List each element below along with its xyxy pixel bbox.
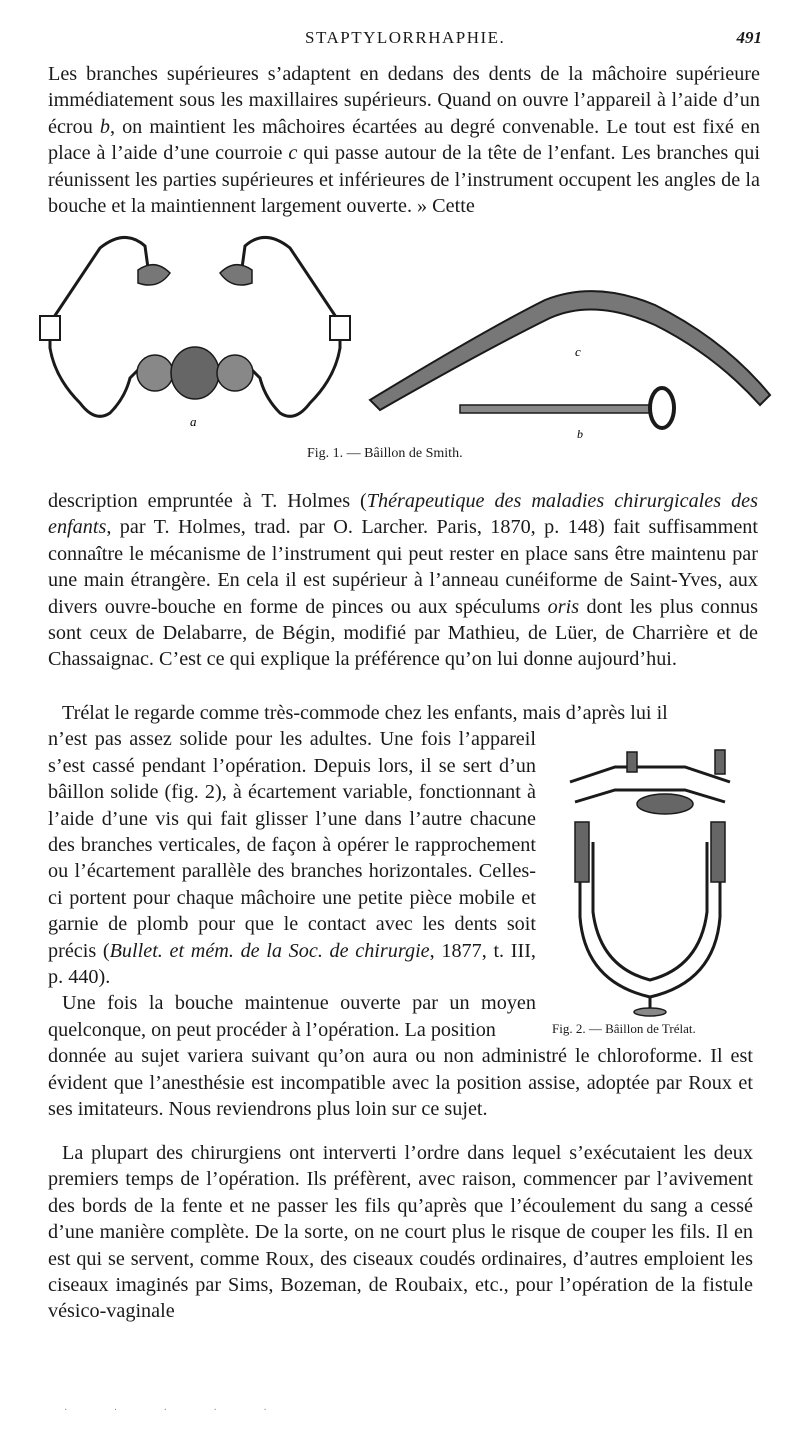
figure1-label-b: b [577, 427, 583, 440]
para3-text-1: n’est pas assez solide pour les adultes. Une fois l’appareil s’est cassé pendant l’opération. Depuis lors, il se sert d’un bâillon solide (fig. 2), à écartement variable, fonctionnant à l’aide d’une vis qui fait glisser l’une dans l’autre chacune des branches verticales, de façon à opérer le rapprochement ou l’écartement parallèle des branches horizontales. Celles-ci portent pour chaque mâchoire une petite pièce mobile et garnie de plomb pour que le contact avec les dents soit précis ( [48, 728, 536, 962]
para1-letter-c: c [288, 142, 298, 165]
running-title: STAPTYLORRHAPHIE. [305, 28, 506, 47]
para1-text-2: , on maintient les mâchoires écartées au degré convenable. Le tout est fixé en place à l’aide d’une courroie [48, 115, 760, 165]
para2-text-1: description empruntée à T. Holmes ( [48, 490, 367, 512]
figure1-caption: Fig. 1. — Bâillon de Smith. [307, 446, 463, 461]
para2-oris: oris [547, 595, 580, 618]
para2-book-title: Thérapeutique des maladies chirurgicales des enfants [48, 490, 758, 539]
smith-gag-frame-illustration [30, 228, 360, 433]
running-header [0, 28, 800, 52]
paragraph-2 [48, 488, 758, 673]
para1-text-3: qui passe autour de la tête de l’enfant. Les branches qui réunissent les parties supérieures et inférieures de l’instrument occupent les angles de la bouche et la maintiennent largement ouverte. » Cette [48, 142, 760, 218]
para2-text-3: dont les plus connus sont ceux de Delabarre, de Bégin, modifié par Mathieu, de Lüer, de Charrière et de Chassaignac. C’est ce qui explique la préférence qu’on lui donne aujourd’hui. [48, 595, 758, 671]
trelat-gag-illustration [555, 742, 745, 1017]
para3-text-2: , 1877, t. III, p. 440). [48, 939, 536, 989]
figure2-caption: Fig. 2. — Bâillon de Trélat. [552, 1021, 696, 1036]
bleed-through-marks: · · · · · [64, 1405, 289, 1416]
para5-text: La plupart des chirurgiens ont interverti l’ordre dans lequel s’exécutaient les deux premiers temps de l’opération. Ils préfèrent, avec raison, commencer par l’avivement des bords de la fente et ne passer les fils qu’après que l’écoulement du sang a cessé d’une manière complète. De la sorte, on ne court plus le risque de couper les fils. Il en est qui se servent, comme Roux, des ciseaux coudés ordinaires, d’autres emploient les ciseaux imaginés par Sims, Bozeman, de Roubaix, etc., pour l’opération de la fistule vésico-vaginale [48, 1142, 753, 1323]
para4-body: donnée au sujet variera suivant qu’on aura ou non administré le chloroforme. Il est évident que l’anesthésie est incompatible avec la position assise, adoptée par Roux et ses imitateurs. Nous reviendrons plus loin sur ce sujet. [48, 1045, 753, 1121]
para4-line-1: Une fois la bouche maintenue ouverte par un moyen quelconque, on peut procéder à l’opération. La position [48, 992, 536, 1041]
paragraph-5 [48, 1140, 753, 1325]
figure1-label-c: c [575, 344, 581, 359]
page-number: 491 [736, 28, 762, 47]
para3-line-1: Trélat le regarde comme très-commode chez les enfants, mais d’après lui il [62, 702, 668, 724]
para1-text-1: Les branches supérieures s’adaptent en dedans des dents de la mâchoire supérieure immédiatement sous les maxillaires supérieurs. Quand on ouvre l’appareil à l’aide d’un écrou [48, 63, 760, 138]
para2-text-2: , par T. Holmes, trad. par O. Larcher. Paris, 1870, p. 148) fait suffisamment connaître le mécanisme de l’instrument qui peut rester en place sans être maintenu par une main étrangère. En cela il est supérieur à l’anneau cunéiforme de Saint-Yves, aux divers ouvre-bouche en forme de pinces ou aux spéculums [48, 516, 758, 618]
smith-gag-strap-illustration [365, 280, 775, 440]
paragraph-1 [48, 61, 760, 219]
para1-letter-b: b [99, 115, 110, 138]
para3-reference: Bullet. et mém. de la Soc. de chirurgie [109, 939, 430, 962]
figure1-label-a: a [190, 414, 197, 429]
para3-body [48, 726, 536, 990]
